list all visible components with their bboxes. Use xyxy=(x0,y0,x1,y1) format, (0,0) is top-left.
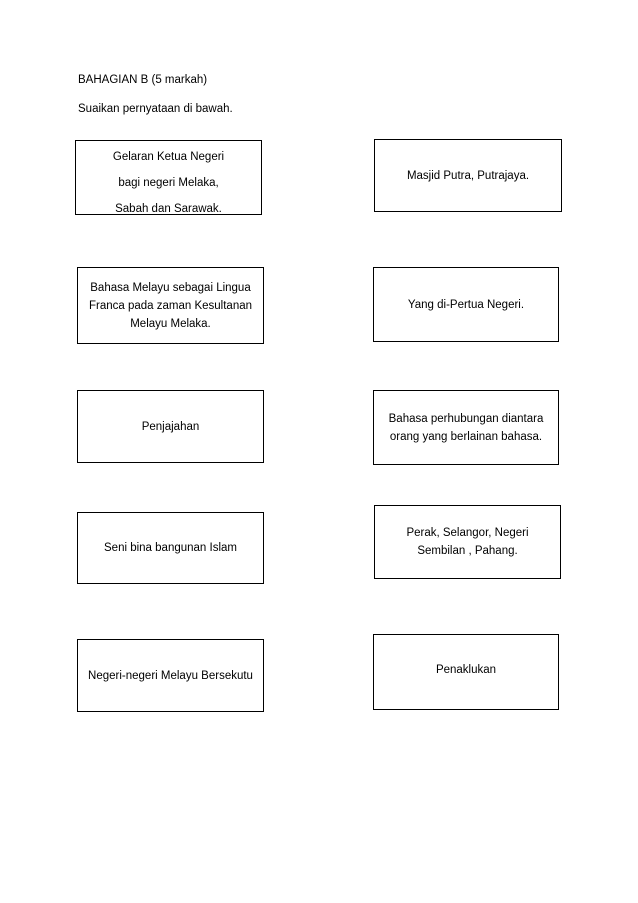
left-box-1-line-3: Sabah dan Sarawak. xyxy=(115,203,222,215)
instruction-text: Suaikan pernyataan di bawah. xyxy=(78,103,233,115)
left-box-4-line-1: Seni bina bangunan Islam xyxy=(104,542,237,554)
right-box-1 xyxy=(374,139,562,212)
left-box-1-line-1: Gelaran Ketua Negeri xyxy=(112,151,225,163)
left-box-2-line-2: Franca pada zaman Kesultanan xyxy=(88,299,253,312)
right-box-5 xyxy=(373,634,559,710)
right-box-4-line-1: Perak, Selangor, Negeri xyxy=(406,527,529,539)
left-box-1 xyxy=(75,140,262,215)
right-box-1-line-1: Masjid Putra, Putrajaya. xyxy=(406,169,530,182)
right-box-5-line-1: Penaklukan xyxy=(435,664,497,676)
left-box-5-line-1: Negeri-negeri Melayu Bersekutu xyxy=(88,669,253,682)
right-box-4-line-2: Sembilan , Pahang. xyxy=(417,545,518,557)
section-title: BAHAGIAN B (5 markah) xyxy=(78,74,208,86)
left-box-4 xyxy=(77,512,264,584)
right-box-2-line-1: Yang di-Pertua Negeri. xyxy=(407,298,525,311)
right-box-3-line-1: Bahasa perhubungan diantara xyxy=(388,412,544,425)
left-box-5 xyxy=(77,639,264,712)
left-box-2 xyxy=(77,267,264,344)
right-box-4 xyxy=(374,505,561,579)
right-box-3-line-2: orang yang berlainan bahasa. xyxy=(389,430,543,443)
right-box-3 xyxy=(373,390,559,465)
right-box-2 xyxy=(373,267,559,342)
left-box-3-line-1: Penjajahan xyxy=(141,420,200,433)
left-box-2-line-1: Bahasa Melayu sebagai Lingua xyxy=(90,281,251,294)
left-box-3 xyxy=(77,390,264,463)
left-box-1-line-2: bagi negeri Melaka, xyxy=(118,177,219,189)
left-box-2-line-3: Melayu Melaka. xyxy=(130,317,211,330)
